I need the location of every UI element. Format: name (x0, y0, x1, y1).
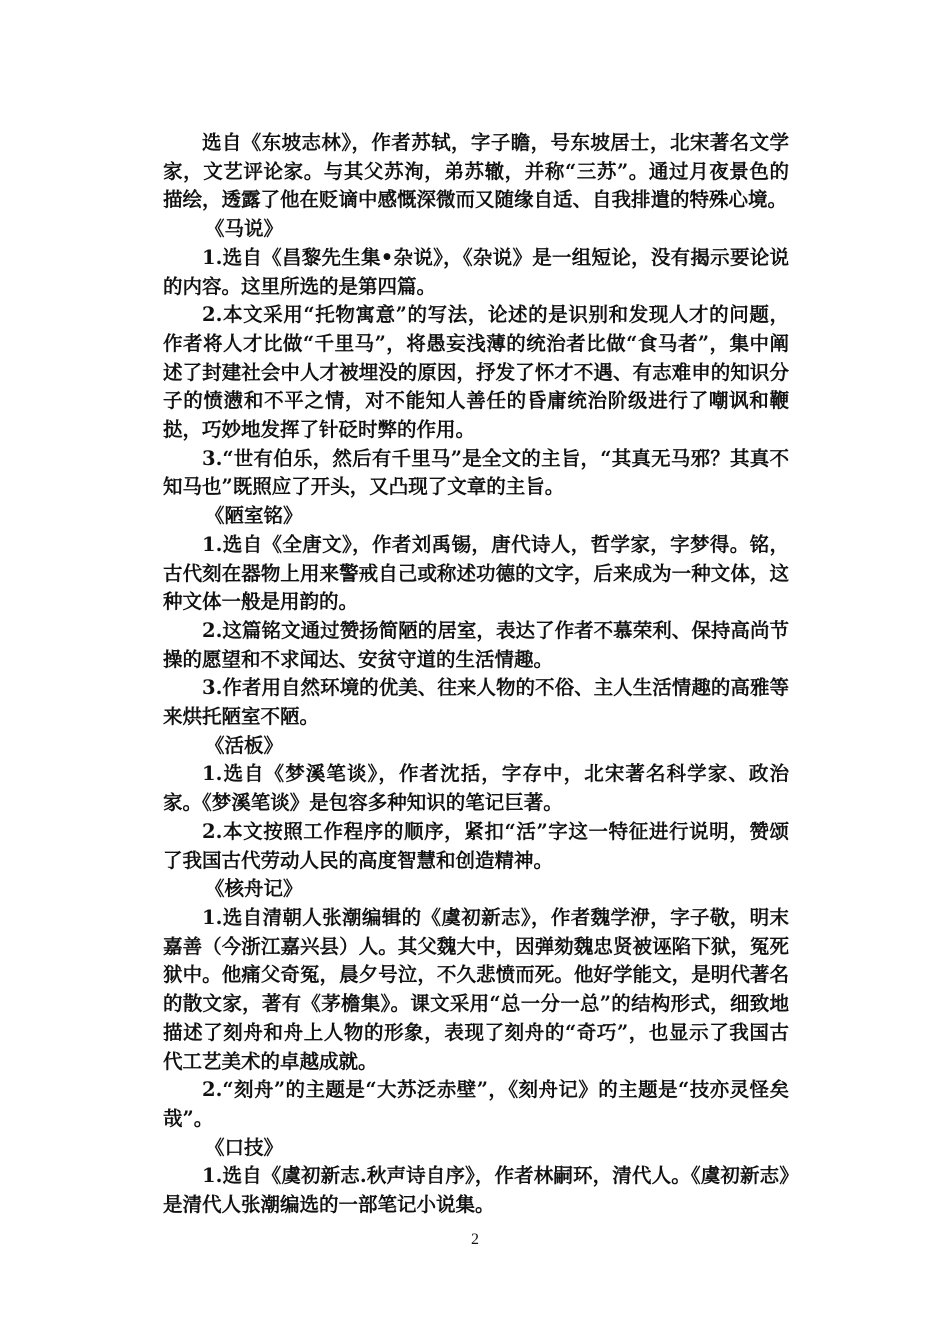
paragraph: 1.选自《虞初新志.秋声诗自序》，作者林嗣环，清代人。《虞初新志》是清代人张潮编选的一部笔记小说集。 (163, 1164, 789, 1217)
section-heading-kou-ji: 《口技》 (205, 1135, 284, 1159)
paragraph: 1.选自《梦溪笔谈》，作者沈括，字存中，北宋著名科学家、政治家。《梦溪笔谈》是包容多种知识的笔记巨著。 (163, 762, 789, 815)
body-text (163, 129, 789, 1220)
section-heading-he-zhou-ji: 《核舟记》 (205, 877, 303, 901)
paragraph: 1.选自《全唐文》，作者刘禹锡，唐代诗人，哲学家，字梦得。铭，古代刻在器物上用来警戒自己或称述功德的文字，后来成为一种文体，这种文体一般是用韵的。 (163, 532, 789, 614)
paragraph: 2.本文采用“托物寓意”的写法，论述的是识别和发现人才的问题，作者将人才比做“千里马”，将愚妄浅薄的统治者比做“食马者”，集中阐述了封建社会中人才被埋没的原因，抒发了怀才不遇、有志难申的知识分子的愤懑和不平之情，对不能知人善任的昏庸统治阶级进行了嘲讽和鞭挞，巧妙地发挥了针砭时弊的作用。 (163, 303, 789, 442)
paragraph: 2.本文按照工作程序的顺序，紧扣“活”字这一特征进行说明，赞颂了我国古代劳动人民的高度智慧和创造精神。 (163, 819, 789, 872)
paragraph: 2.这篇铭文通过赞扬简陋的居室，表达了作者不慕荣利、保持高尚节操的愿望和不求闻达、安贫守道的生活情趣。 (163, 618, 789, 671)
paragraph: 1.选自《昌黎先生集•杂说》，《杂说》是一组短论，没有揭示要论说的内容。这里所选的是第四篇。 (163, 245, 789, 298)
paragraph-intro: 选自《东坡志林》，作者苏轼，字子瞻，号东坡居士，北宋著名文学家，文艺评论家。与其父苏洵，弟苏辙，并称“三苏”。通过月夜景色的描绘，透露了他在贬谪中感慨深微而又随缘自适、自我排遣的特殊心境。 (163, 131, 789, 212)
paragraph: 3.“世有伯乐，然后有千里马”是全文的主旨，“其真无马邪？其真不知马也”既照应了开头，又凸现了文章的主旨。 (163, 446, 789, 499)
section-heading-ma-shuo: 《马说》 (205, 217, 284, 241)
paragraph: 2.“刻舟”的主题是“大苏泛赤壁”，《刻舟记》的主题是“技亦灵怪矣哉”。 (163, 1078, 789, 1130)
section-heading-lou-shi-ming: 《陋室铭》 (205, 504, 303, 528)
page-number: 2 (471, 1231, 479, 1248)
section-heading-huo-ban: 《活板》 (205, 733, 284, 757)
paragraph: 3.作者用自然环境的优美、往来人物的不俗、主人生活情趣的高雅等来烘托陋室不陋。 (163, 676, 789, 729)
paragraph: 1.选自清朝人张潮编辑的《虞初新志》，作者魏学洢，字子敬，明末嘉善（今浙江嘉兴县）人。其父魏大中，因弹劾魏忠贤被诬陷下狱，冤死狱中。他痛父奇冤，晨夕号泣，不久悲愤而死。他好学能文，是明代著名的散文家，著有《茅檐集》。课文采用“总一分一总”的结构形式，细致地描述了刻舟和舟上人物的形象，表现了刻舟的“奇巧”，也显示了我国古代工艺美术的卓越成就。 (163, 905, 789, 1073)
